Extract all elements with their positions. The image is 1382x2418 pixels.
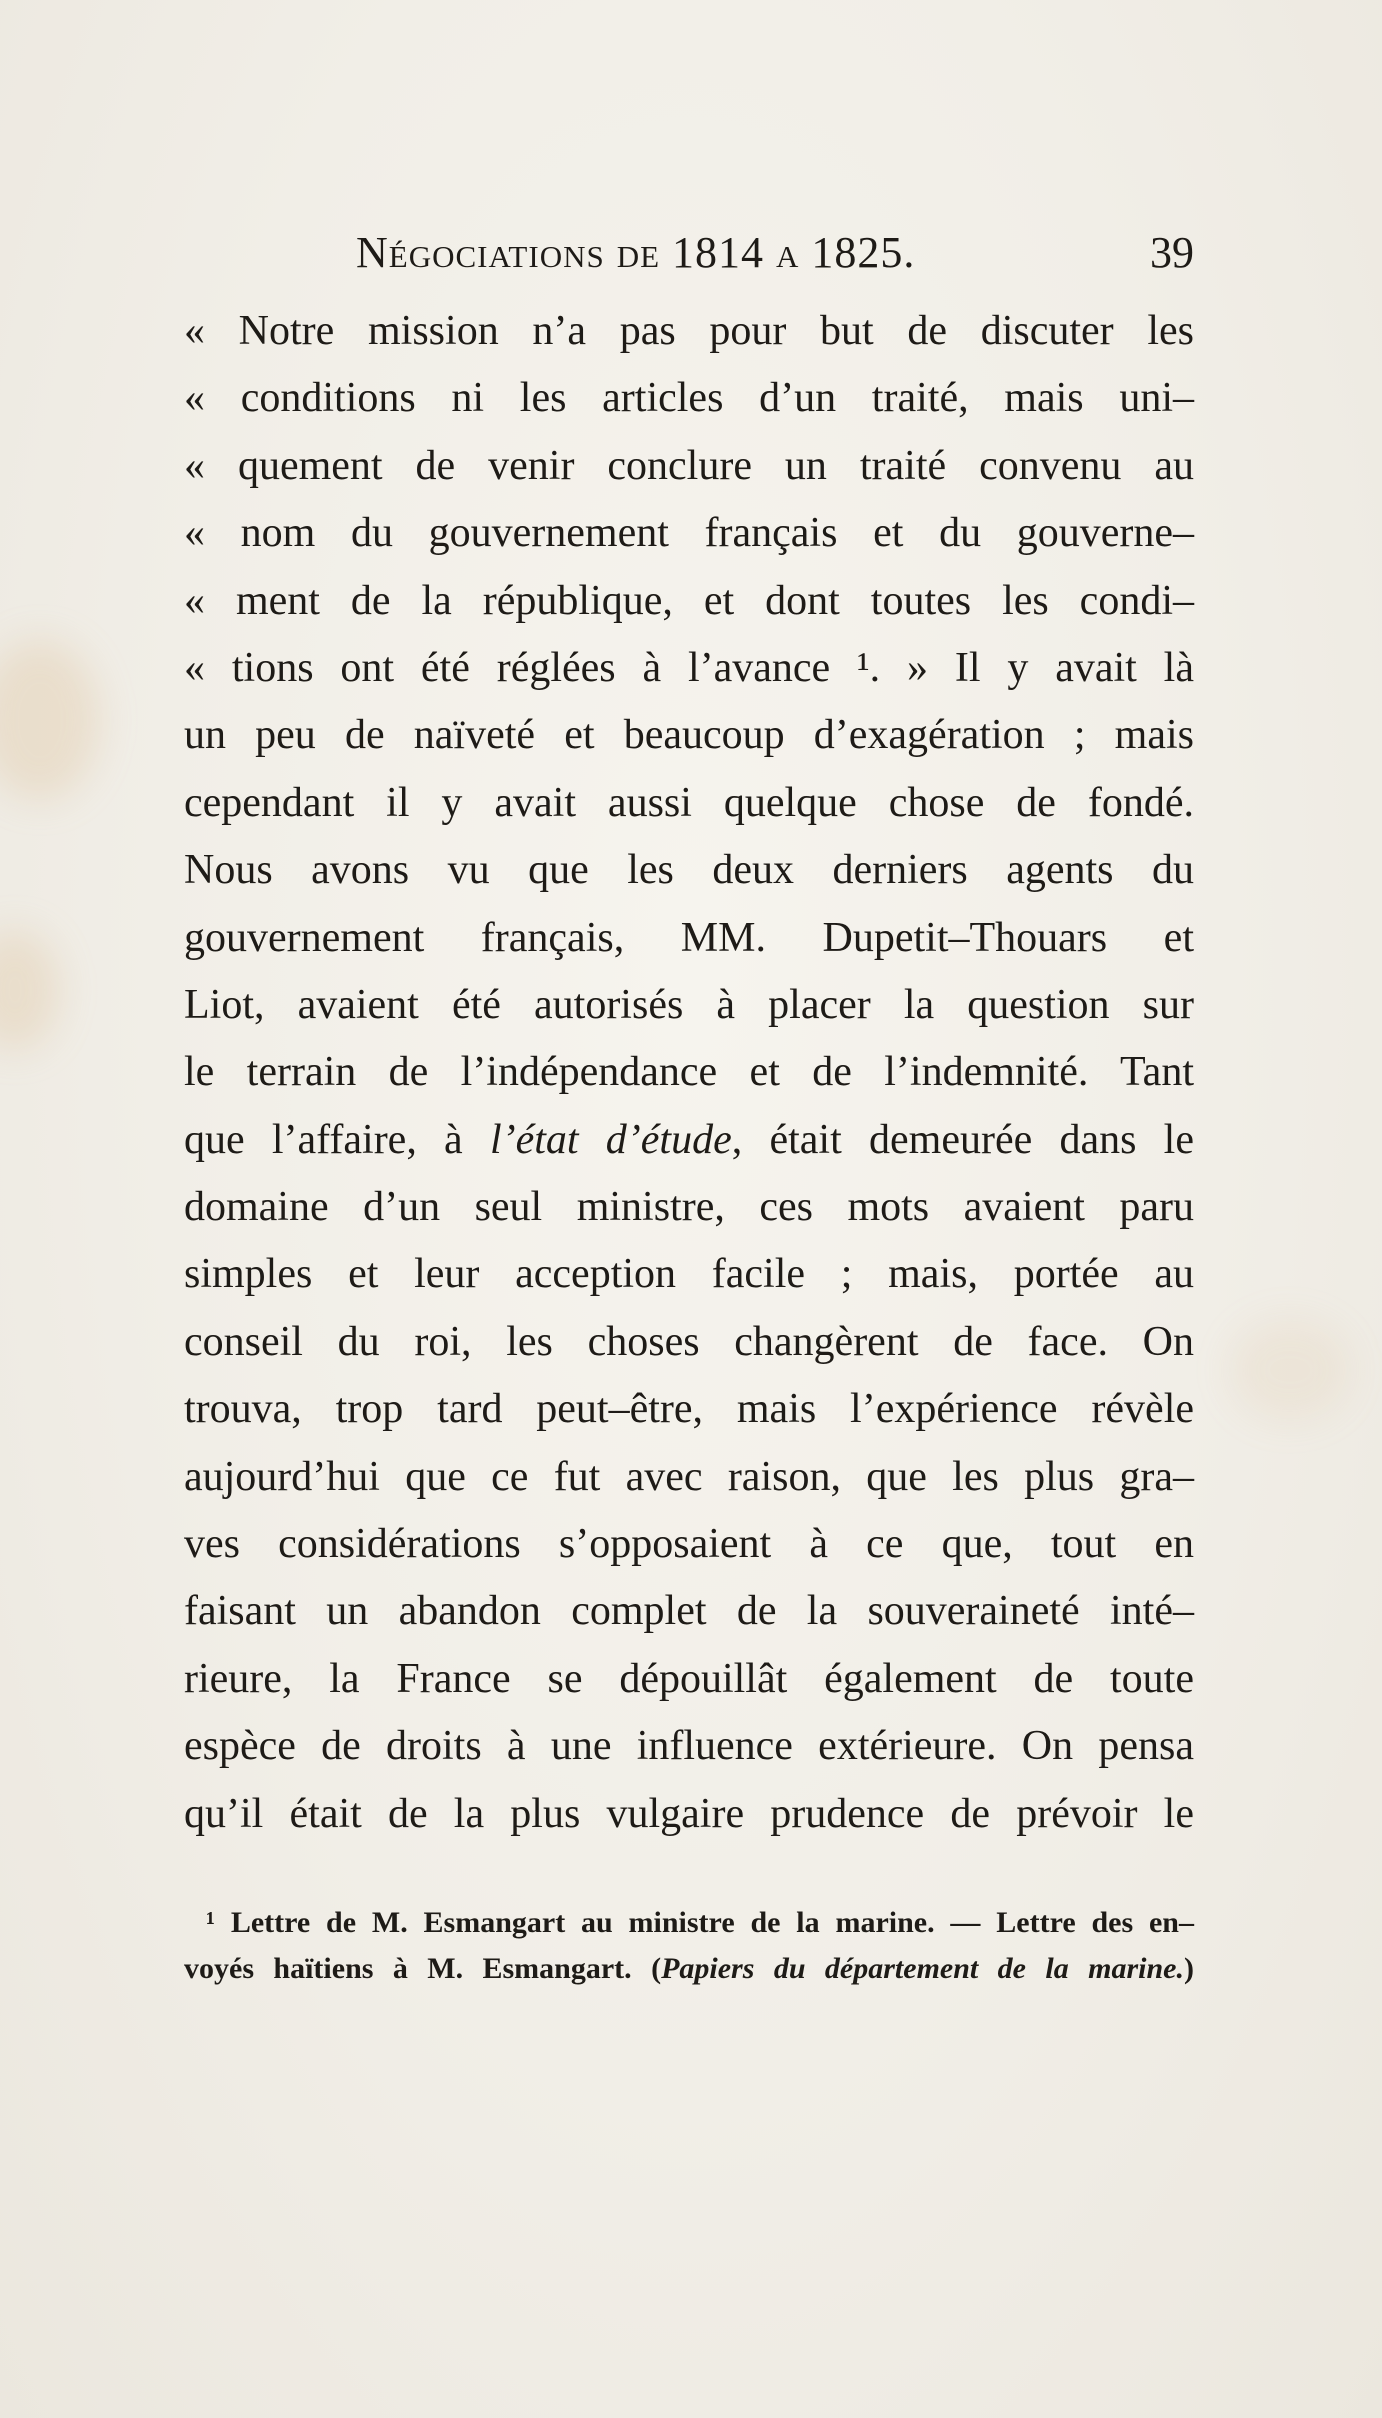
text-line: Nous avons vu que les deux derniers agents du bbox=[184, 847, 1194, 894]
text-line: Liot, avaient été autorisés à placer la question sur bbox=[184, 981, 1194, 1028]
text-line: domaine d’un seul ministre, ces mots avaient paru bbox=[184, 1184, 1194, 1231]
text-line: « tions ont été réglées à l’avance ¹. » Il y avait là bbox=[184, 644, 1194, 691]
paper-stain bbox=[1230, 1320, 1350, 1420]
footnote-line: ¹ Lettre de M. Esmangart au ministre de la marine. — Lettre des en– bbox=[206, 1906, 1194, 1939]
text-line: un peu de naïveté et beaucoup d’exagération ; mais bbox=[184, 712, 1194, 759]
text-line: trouva, trop tard peut–être, mais l’expérience révèle bbox=[184, 1386, 1194, 1433]
text-line: ves considérations s’opposaient à ce que, tout en bbox=[184, 1521, 1194, 1568]
text-line-with-italic bbox=[184, 1107, 1194, 1174]
running-title: Négociations de 1814 a 1825. bbox=[356, 228, 916, 277]
text-line: faisant un abandon complet de la souveraineté inté– bbox=[184, 1588, 1194, 1635]
page-number: 39 bbox=[1150, 228, 1194, 277]
page-header bbox=[184, 228, 1194, 278]
text-line: « quement de venir conclure un traité convenu au bbox=[184, 442, 1194, 489]
footnote-segment: ) bbox=[1184, 1952, 1194, 1985]
footnote-segment: voyés haïtiens à M. Esmangart. ( bbox=[184, 1952, 662, 1985]
text-line: « nom du gouvernement français et du gouverne– bbox=[184, 510, 1194, 557]
text-line: cependant il y avait aussi quelque chose de fondé. bbox=[184, 779, 1194, 826]
body-text bbox=[184, 298, 1194, 1848]
text-line: qu’il était de la plus vulgaire prudence de prévoir le bbox=[184, 1790, 1194, 1837]
footnote-italic-source: Papiers du département de la marine. bbox=[661, 1952, 1184, 1985]
footnote-line-with-italic bbox=[184, 1946, 1194, 1992]
text-line: « conditions ni les articles d’un traité, mais uni– bbox=[184, 375, 1194, 422]
text-line: aujourd’hui que ce fut avec raison, que les plus gra– bbox=[184, 1453, 1194, 1500]
text-segment: , était demeurée dans le bbox=[731, 1116, 1194, 1163]
italic-phrase: l’état d’étude bbox=[489, 1116, 732, 1163]
footnote bbox=[184, 1900, 1194, 1992]
text-line: rieure, la France se dépouillât également de toute bbox=[184, 1655, 1194, 1702]
text-line: simples et leur acception facile ; mais, portée au bbox=[184, 1251, 1194, 1298]
text-line: « ment de la république, et dont toutes les condi– bbox=[184, 577, 1194, 624]
text-line: le terrain de l’indépendance et de l’indemnité. Tant bbox=[184, 1049, 1194, 1096]
text-line: espèce de droits à une influence extérieure. On pensa bbox=[184, 1723, 1194, 1770]
text-line: « Notre mission n’a pas pour but de discuter les bbox=[184, 308, 1194, 354]
text-line: conseil du roi, les choses changèrent de face. On bbox=[184, 1318, 1194, 1365]
text-line: gouvernement français, MM. Dupetit–Thouars et bbox=[184, 914, 1194, 961]
text-segment: que l’affaire, à bbox=[184, 1116, 490, 1163]
